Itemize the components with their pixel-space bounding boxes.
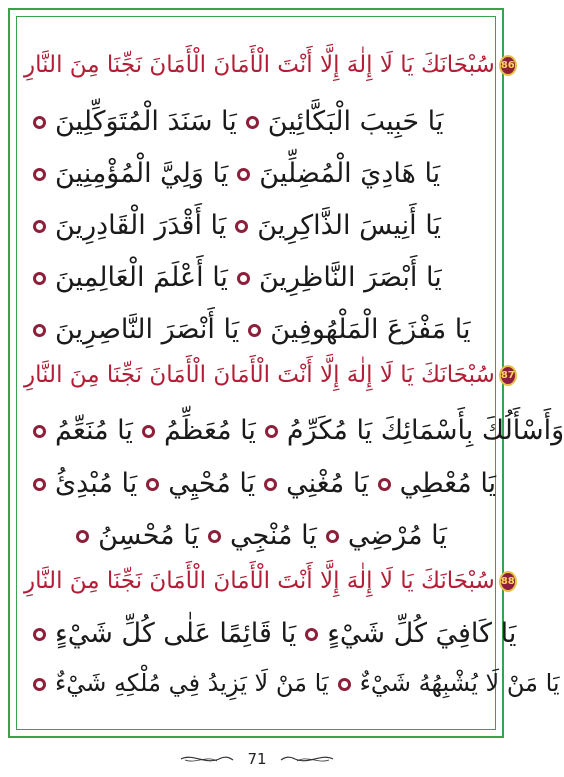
tasbih-line-87 — [24, 350, 515, 400]
separator-circle-icon — [326, 530, 339, 543]
ornament-left-icon — [179, 752, 235, 766]
verse-line — [24, 304, 490, 354]
verse-segment: يَا قَائِمًا عَلٰى كُلِّ شَيْءٍ — [55, 617, 297, 649]
verse-segment: يَا مَنْ لَا يُشْبِهُهُ شَيْءٌ — [359, 669, 560, 697]
separator-circle-icon — [33, 425, 46, 438]
page-number: 71 — [247, 750, 267, 768]
verse-segment: يَا أَبْصَرَ النَّاظِرِينَ — [258, 261, 442, 293]
verse-segment: يَا مَنْ لَا يَزِيدُ فِي مُلْكِهِ شَيْءٌ — [55, 669, 329, 697]
separator-circle-icon — [33, 220, 46, 233]
verse-line — [24, 608, 517, 658]
separator-circle-icon — [237, 168, 250, 181]
separator-circle-icon — [248, 324, 261, 337]
verse-line — [24, 405, 564, 455]
verse-segment: يَا مُحْسِنُ — [98, 519, 199, 551]
verse-line — [24, 458, 497, 508]
verse-segment: يَا هَادِيَ الْمُضِلِّينَ — [259, 157, 441, 189]
ornament-right-icon — [279, 752, 335, 766]
separator-circle-icon — [246, 116, 259, 129]
verse-segment: يَا مُنْجِي — [229, 519, 317, 551]
verse-segment: يَا أَقْدَرَ الْقَادِرِينَ — [55, 209, 227, 241]
separator-circle-icon — [33, 272, 46, 285]
separator-circle-icon — [378, 478, 391, 491]
verse-segment: وَأَسْأَلُكَ بِأَسْمَائِكَ يَا مُكَرِّمُ — [286, 414, 564, 446]
verse-segment: يَا أَنْصَرَ النَّاصِرِينَ — [55, 313, 240, 345]
separator-circle-icon — [265, 425, 278, 438]
tasbih-text: سُبْحَانَكَ يَا لَا إِلٰهَ إِلَّا أَنْتَ الْأَمَانَ الْأَمَانَ نَجِّنَا مِنَ النَّارِ — [24, 52, 495, 78]
separator-circle-icon — [235, 220, 248, 233]
verse-segment: يَا سَنَدَ الْمُتَوَكِّلِينَ — [55, 105, 237, 137]
verse-segment: يَا وَلِيَّ الْمُؤْمِنِينَ — [55, 157, 229, 189]
verse-segment: يَا مُعْطِي — [399, 467, 497, 499]
verse-segment: يَا حَبِيبَ الْبَكَّائِينَ — [267, 105, 444, 137]
separator-circle-icon — [305, 628, 318, 641]
verse-segment: يَا مُنَعِّمُ — [55, 414, 133, 446]
separator-circle-icon — [146, 478, 159, 491]
separator-circle-icon — [33, 116, 46, 129]
verse-line — [24, 510, 490, 560]
tasbih-text: سُبْحَانَكَ يَا لَا إِلٰهَ إِلَّا أَنْتَ الْأَمَانَ الْأَمَانَ نَجِّنَا مِنَ النَّارِ — [24, 568, 495, 594]
section-number-badge: 87 — [499, 365, 517, 386]
separator-circle-icon — [142, 425, 155, 438]
separator-circle-icon — [208, 530, 221, 543]
separator-circle-icon — [33, 324, 46, 337]
verse-line — [24, 200, 490, 250]
separator-circle-icon — [33, 678, 46, 691]
separator-circle-icon — [33, 168, 46, 181]
separator-circle-icon — [33, 628, 46, 641]
verse-segment: يَا مَفْزَعَ الْمَلْهُوفِينَ — [270, 313, 471, 345]
verse-segment: يَا مُبْدِئُ — [55, 467, 138, 499]
verse-line — [24, 658, 560, 708]
page-footer — [0, 746, 514, 772]
section-number-badge: 86 — [499, 55, 517, 76]
separator-circle-icon — [237, 272, 250, 285]
separator-circle-icon — [76, 530, 89, 543]
verse-segment: يَا مُعَظِّمُ — [163, 414, 256, 446]
tasbih-text: سُبْحَانَكَ يَا لَا إِلٰهَ إِلَّا أَنْتَ الْأَمَانَ الْأَمَانَ نَجِّنَا مِنَ النَّارِ — [24, 362, 495, 388]
verse-segment: يَا أَنِيسَ الذَّاكِرِينَ — [257, 209, 441, 241]
tasbih-line-88 — [24, 556, 515, 606]
separator-circle-icon — [338, 678, 351, 691]
tasbih-line-86 — [24, 40, 515, 90]
verse-segment: يَا مُرْضِي — [347, 519, 447, 551]
verse-line — [24, 96, 490, 146]
verse-segment: يَا مُحْيِي — [168, 467, 256, 499]
verse-segment: يَا كَافِيَ كُلِّ شَيْءٍ — [327, 617, 517, 649]
separator-circle-icon — [264, 478, 277, 491]
verse-line — [24, 148, 490, 198]
verse-segment: يَا مُغْنِي — [286, 467, 369, 499]
section-number-badge: 88 — [499, 571, 517, 592]
separator-circle-icon — [33, 478, 46, 491]
verse-segment: يَا أَعْلَمَ الْعَالِمِينَ — [55, 261, 228, 293]
verse-line — [24, 252, 490, 302]
